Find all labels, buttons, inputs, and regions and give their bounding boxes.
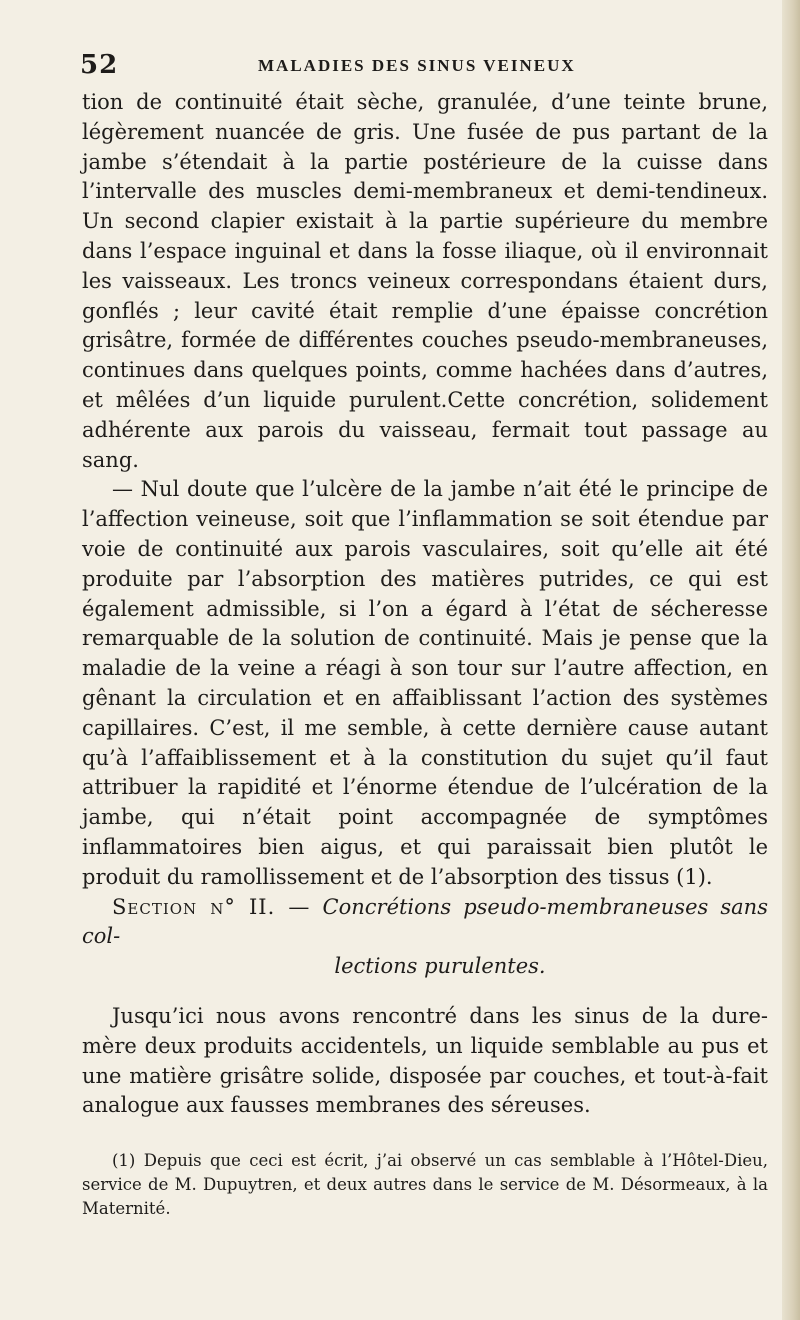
section-title-line2: lections purulentes. <box>334 954 546 979</box>
section-heading <box>82 893 768 982</box>
footnote: (1) Depuis que ceci est écrit, j’ai observé un cas semblable à l’Hôtel-Dieu, service de M. Dupuytren, et deux autres dans le service de M. Désormeaux, à la Maternité. <box>82 1151 768 1219</box>
section-label: Section n° II. — <box>112 894 311 919</box>
page-number: 52 <box>80 50 119 80</box>
body-text <box>82 88 768 1221</box>
page-edge <box>782 0 800 1320</box>
paragraph-2: — Nul doute que l’ulcère de la jambe n’ait été le principe de l’affection veineuse, soit que l’inflammation se soit étendue par voie de continuité aux parois vasculaires, soit qu’elle ait été produite par l’absorption des matières putrides, ce qui est également admissible, si l’on a égard à l’état de sécheresse remarquable de la solution de continuité. Mais je pense que la maladie de la veine a réagi à son tour sur l’autre affection, en gênant la circulation et en affaiblissant l’action des systèmes capillaires. C’est, il me semble, à cette dernière cause autant qu’à l’affaiblissement et à la constitution du sujet qu’il faut attribuer la rapidité et l’énorme étendue de l’ulcération de la jambe, qui n’était point accompagnée de symptômes inflammatoires bien aigus, et qui paraissait bien plutôt le produit du ramollissement et de l’absorption des tissus (1). <box>82 477 768 889</box>
page-header <box>80 50 770 80</box>
paragraph-1: tion de continuité était sèche, granulée, d’une teinte brune, légèrement nuancée de gris. Une fusée de pus partant de la jambe s’étendait à la partie postérieure de la cuisse dans l’intervalle des muscles demi-membraneux et demi-tendineux. Un second clapier existait à la partie supérieure du membre dans l’espace inguinal et dans la fosse iliaque, où il environnait les vaisseaux. Les troncs veineux correspondans étaient durs, gonflés ; leur cavité était remplie d’une épaisse concrétion grisâtre, formée de différentes couches pseudo-membraneuses, continues dans quelques points, comme hachées dans d’autres, et mêlées d’un liquide purulent.Cette concrétion, solidement adhérente aux parois du vaisseau, fermait tout passage au sang. <box>82 90 768 472</box>
running-title: MALADIES DES SINUS VEINEUX <box>258 56 576 75</box>
section-title-line1: Concrétions pseudo-membraneuses sans col- <box>82 894 768 949</box>
paragraph-3: Jusqu’ici nous avons rencontré dans les sinus de la dure-mère deux produits accidentels, un liquide semblable au pus et une matière grisâtre solide, disposée par couches, et tout-à-fait analogue aux fausses membranes des séreuses. <box>82 1003 768 1118</box>
